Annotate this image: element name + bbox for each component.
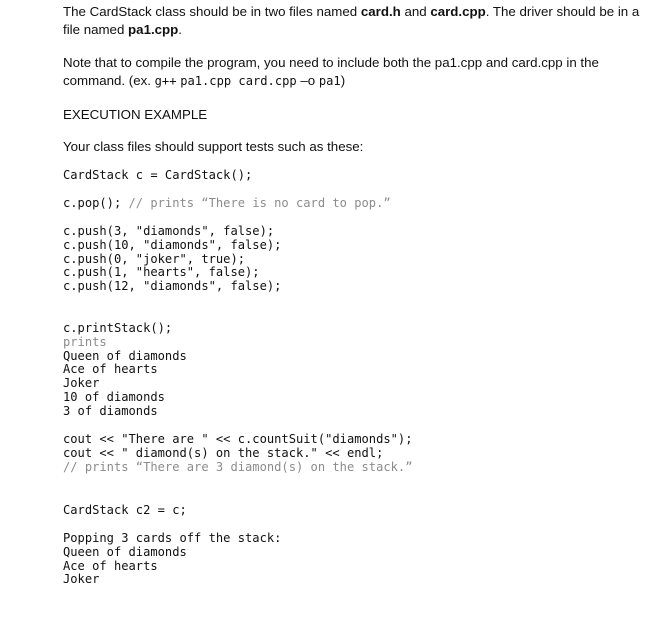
- compile-note-text: command. (ex.: [63, 73, 155, 88]
- output-line: 10 of diamonds: [63, 389, 165, 404]
- intro-text: The CardStack class should be in two files named: [63, 4, 361, 19]
- code-print-call: c.printStack();: [63, 321, 173, 335]
- code-line: cout << " diamond(s) on the stack." << endl;: [63, 445, 384, 460]
- intro-paragraph-2: [63, 54, 599, 90]
- compile-command-code: pa1: [318, 74, 341, 88]
- code-line: c.push(3, "diamonds", false);: [63, 224, 275, 238]
- output-line: Queen of diamonds: [63, 544, 187, 559]
- intro-text: .: [178, 22, 182, 37]
- code-pop-line: [63, 197, 391, 211]
- output-header: Popping 3 cards off the stack:: [63, 531, 282, 545]
- compile-note-text: Note that to compile the program, you need to include both the pa1.cpp and card.cpp in the: [63, 55, 599, 70]
- code-popping-block: [63, 532, 281, 587]
- intro-text: and: [400, 4, 431, 19]
- intro-text: file named: [63, 22, 129, 37]
- output-line: Ace of hearts: [63, 362, 158, 377]
- output-line: Ace of hearts: [63, 558, 158, 573]
- compile-command-code: g++: [154, 74, 177, 88]
- compile-command-code: pa1.cpp card.cpp: [180, 74, 297, 88]
- output-line: Joker: [63, 376, 100, 391]
- code-cout-block: [63, 433, 413, 474]
- code-comment: // prints “There are 3 diamond(s) on the stack.”: [63, 459, 413, 474]
- code-line: c.push(1, "hearts", false);: [63, 265, 260, 280]
- code-line: c.push(0, "joker", true);: [63, 251, 246, 266]
- filename-pa1-cpp: pa1.cpp: [128, 22, 179, 37]
- code-constructor-line: CardStack c = CardStack();: [63, 168, 253, 182]
- code-line: c.push(10, "diamonds", false);: [63, 237, 282, 252]
- compile-note-text: ): [340, 73, 346, 88]
- section-lead: Your class files should support tests such as these:: [63, 139, 364, 154]
- filename-card-cpp: card.cpp: [430, 4, 486, 19]
- code-print-block: [63, 322, 187, 419]
- filename-card-h: card.h: [360, 4, 401, 19]
- section-heading: EXECUTION EXAMPLE: [63, 107, 208, 122]
- code-line: cout << "There are " << c.countSuit("diamonds");: [63, 432, 413, 446]
- output-line: 3 of diamonds: [63, 403, 158, 418]
- code-push-block: [63, 225, 281, 294]
- code-copy-line: CardStack c2 = c;: [63, 503, 187, 517]
- compile-note-text: –o: [296, 73, 319, 88]
- output-line: Queen of diamonds: [63, 348, 187, 363]
- output-line: Joker: [63, 572, 100, 587]
- code-pop-call: c.pop();: [63, 196, 129, 210]
- intro-text: . The driver should be in a: [485, 4, 640, 19]
- code-prints-label: prints: [63, 334, 107, 349]
- code-pop-comment: // prints “There is no card to pop.”: [128, 196, 391, 210]
- code-line: c.push(12, "diamonds", false);: [63, 279, 282, 294]
- intro-paragraph-1: [63, 3, 639, 39]
